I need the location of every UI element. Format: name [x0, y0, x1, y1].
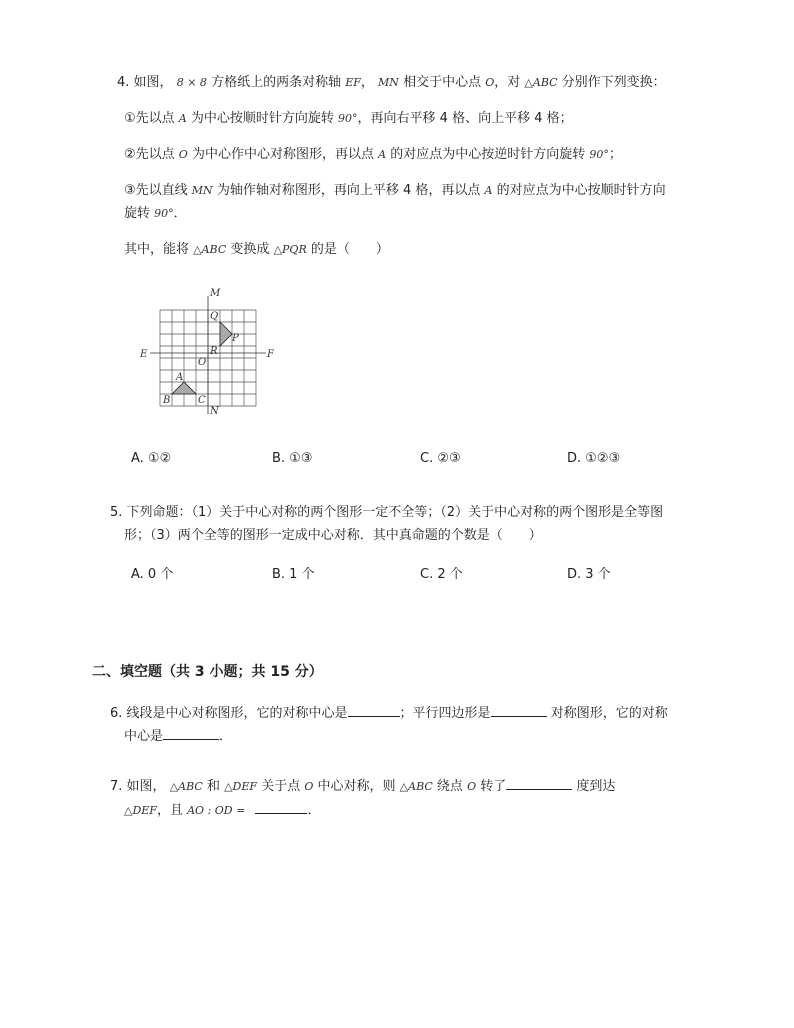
- q4-step-2: ②先以点 O 为中心作中心对称图形，再以点 A 的对应点为中心按逆时针方向旋转 90°；: [124, 147, 622, 162]
- q4-step-3b: 旋转 90°．: [124, 206, 187, 221]
- q5-option-a[interactable]: A. 0 个: [131, 567, 174, 582]
- q6-blank-3[interactable]: [163, 725, 219, 740]
- label-e: E: [140, 349, 148, 360]
- q4-option-d[interactable]: D. ①②③: [567, 451, 621, 466]
- q5-option-d[interactable]: D. 3 个: [567, 567, 611, 582]
- triangle-abc: [172, 382, 196, 394]
- q7-blank-1[interactable]: [506, 775, 572, 790]
- label-n: N: [210, 406, 219, 417]
- q6-line-1: 6. 线段是中心对称图形，它的对称中心是 ；平行四边形是 对称图形，它的对称: [110, 702, 668, 723]
- label-c: C: [198, 395, 206, 406]
- q5-line-2: 形；（3）两个全等的图形一定成中心对称．其中真命题的个数是（ ）: [124, 528, 542, 543]
- q7-blank-2[interactable]: [255, 799, 307, 814]
- triangle-pqr: [220, 322, 232, 346]
- q4-step-3a: ③先以直线 MN 为轴作轴对称图形，再向上平移 4 格，再以点 A 的对应点为中心按顺时针方向: [124, 183, 666, 198]
- label-q: Q: [210, 311, 219, 322]
- q6-line-2: 中心是 ．: [124, 725, 232, 746]
- q4-question: 其中，能将 △ABC 变换成 △PQR 的是（ ）: [124, 242, 389, 257]
- q4-line-1: 4. 如图， 8 × 8 方格纸上的两条对称轴 EF， MN 相交于中心点 O，对 △ABC 分别作下列变换：: [117, 75, 666, 90]
- q6-blank-1[interactable]: [348, 702, 400, 717]
- q6-blank-2[interactable]: [491, 702, 547, 717]
- label-f: F: [267, 349, 274, 360]
- q7-line-1: 7. 如图， △ABC 和 △DEF 关于点 O 中心对称，则 △ABC 绕点 O 转了 度到达: [110, 775, 615, 796]
- label-o: O: [198, 357, 207, 368]
- label-p: P: [232, 333, 239, 344]
- q4-option-a[interactable]: A. ①②: [131, 451, 172, 466]
- q5-line-1: 5. 下列命题：（1）关于中心对称的两个图形一定不全等；（2）关于中心对称的两个图形是全等图: [110, 505, 664, 520]
- label-a: A: [176, 372, 184, 383]
- section-2-title: 二、填空题（共 3 小题；共 15 分）: [92, 664, 323, 680]
- q5-option-c[interactable]: C. 2 个: [420, 567, 463, 582]
- q4-step-1: ①先以点 A 为中心按顺时针方向旋转 90°，再向右平移 4 格、向上平移 4 格；: [124, 111, 573, 126]
- label-r: R: [210, 346, 218, 357]
- label-m: M: [210, 288, 221, 299]
- q4-grid-figure: [130, 282, 290, 422]
- q5-option-b[interactable]: B. 1 个: [272, 567, 315, 582]
- q4-option-c[interactable]: C. ②③: [420, 451, 461, 466]
- q4-number: 4.: [117, 75, 130, 90]
- q7-line-2: △DEF，且 AO : OD = ．: [124, 799, 320, 820]
- q4-option-b[interactable]: B. ①③: [272, 451, 313, 466]
- label-b: B: [163, 395, 171, 406]
